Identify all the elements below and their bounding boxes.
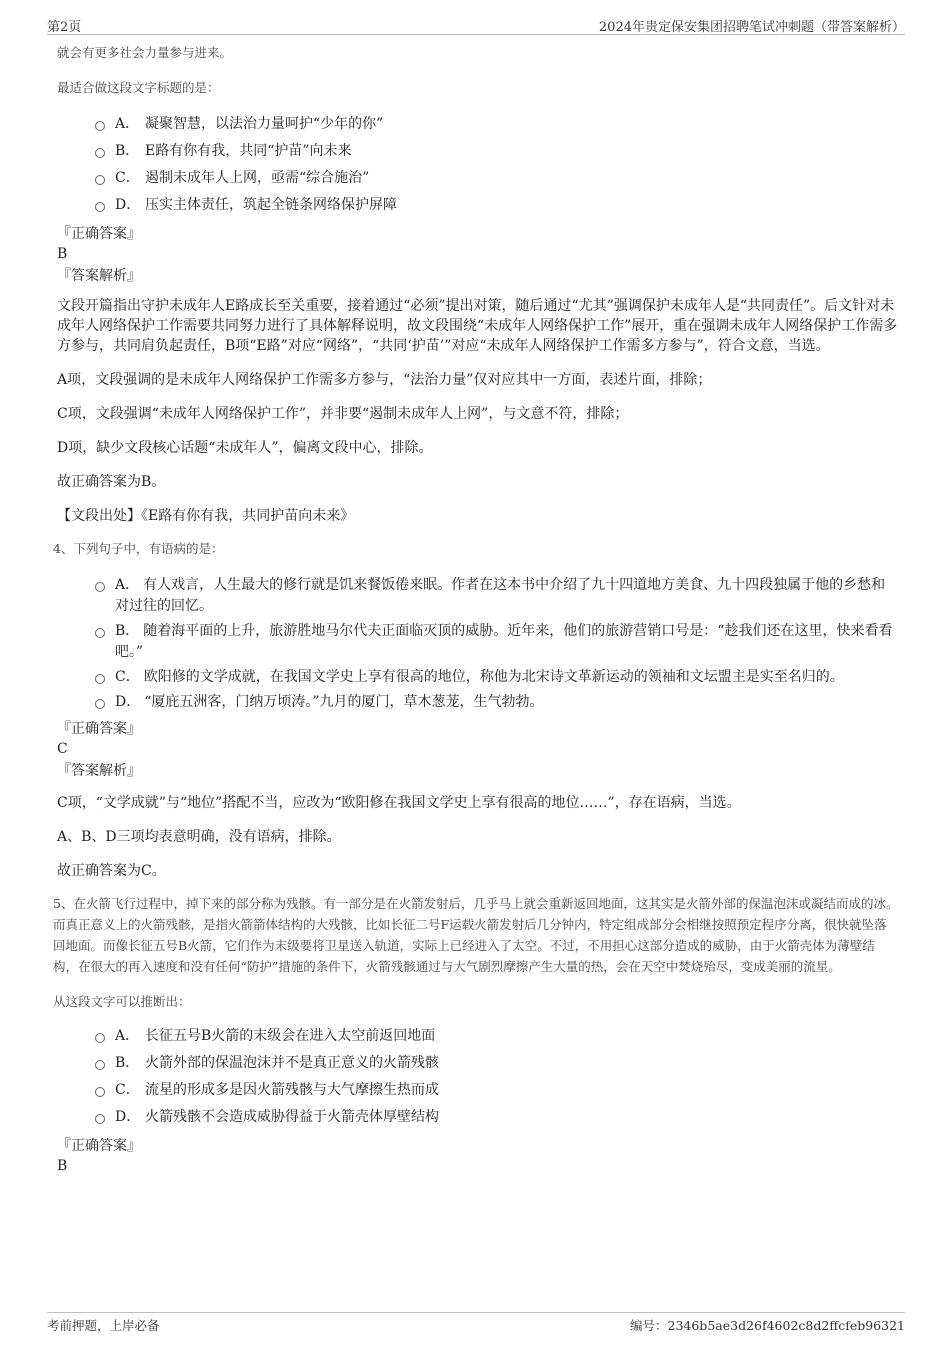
q5-options	[95, 1026, 899, 1128]
page-number: 第2页	[47, 20, 82, 35]
q5-option-c[interactable]: C． 流星的形成多是因火箭残骸与大气摩擦生热而成	[95, 1080, 899, 1101]
q4-question: 4、下列句子中，有语病的是：	[53, 541, 224, 556]
q5-answer: B	[57, 1158, 68, 1174]
page-header	[47, 14, 905, 35]
q4-analysis-2: 故正确答案为C。	[57, 863, 166, 879]
q3-prompt: 最适合做这段文字标题的是：	[57, 80, 220, 95]
q4-option-b[interactable]: B． 随着海平面的上升，旅游胜地马尔代夫正面临灭顶的威胁。近年来，他们的旅游营销口号是：“趁我们还在这里，快来看看吧。”	[95, 621, 899, 663]
q5-option-b[interactable]: B． 火箭外部的保温泡沫并不是真正意义的火箭残骸	[95, 1053, 899, 1074]
q5-passage: 5、在火箭飞行过程中，掉下来的部分称为残骸。有一部分是在火箭发射后，几乎马上就会重新返回地面，这其实是火箭外部的保温泡沫或凝结而成的冰。而真正意义上的火箭残骸，是指火箭箭体结构的大残骸，比如长征二号F运载火箭发射后几分钟内，特定组成部分会相继按照预定程序分离，很快就坠落回地面。而像长征五号B火箭，它们作为末级要将卫星送入轨道，实际上已经进入了太空。不过，不用担心这部分造成的威胁，由于火箭壳体为薄壁结构，在很大的再入速度和没有任何“防护”措施的条件下，火箭残骸通过与大气剧烈摩擦产生大量的热，会在天空中焚烧殆尽，变成美丽的流星。	[53, 896, 899, 974]
radio-icon[interactable]	[95, 1087, 105, 1097]
q3-passage-tail: 就会有更多社会力量参与进来。	[57, 45, 233, 60]
radio-icon[interactable]	[95, 674, 105, 684]
q3-analysis-0: 文段开篇指出守护未成年人E路成长至关重要，接着通过“必须”提出对策，随后通过“尤其”强调保护未成年人是“共同责任”。后文针对未成年人网络保护工作需要共同努力进行了具体解释说明，故文段围绕“未成年人网络保护工作”展开，重在强调未成年人网络保护工作需多方参与，共同肩负起责任，B项“E路”对应“网络”，“共同‘护苗’”对应“未成年人网络保护工作需多方参与”，符合文意，当选。	[57, 298, 898, 354]
radio-icon[interactable]	[95, 175, 105, 185]
radio-icon[interactable]	[95, 148, 105, 158]
q3-answer-label: 『正确答案』	[57, 226, 141, 242]
radio-icon[interactable]	[95, 1033, 105, 1043]
q4-analysis-label: 『答案解析』	[57, 763, 141, 779]
q3-analysis-4: 故正确答案为B。	[57, 474, 166, 490]
page-footer	[47, 1312, 905, 1337]
q4-options	[95, 575, 899, 713]
q4-option-d[interactable]: D． “厦庇五洲客，门纳万顷涛。”九月的厦门，草木葱茏，生气勃勃。	[95, 692, 899, 713]
q5-prompt: 从这段文字可以推断出：	[53, 994, 191, 1009]
q4-analysis-1: A、B、D三项均表意明确，没有语病，排除。	[57, 829, 341, 845]
radio-icon[interactable]	[95, 628, 105, 638]
q3-option-a[interactable]: A． 凝聚智慧，以法治力量呵护“少年的你”	[95, 114, 899, 135]
q3-option-d[interactable]: D． 压实主体责任，筑起全链条网络保护屏障	[95, 195, 899, 216]
radio-icon[interactable]	[95, 1060, 105, 1070]
document-code: 编号：2346b5ae3d26f4602c8d2ffcfeb96321	[630, 1318, 905, 1333]
q3-analysis-1: A项，文段强调的是未成年人网络保护工作需多方参与，“法治力量”仅对应其中一方面，表述片面，排除；	[57, 372, 712, 388]
q5-option-d[interactable]: D． 火箭残骸不会造成威胁得益于火箭壳体厚壁结构	[95, 1107, 899, 1128]
q3-option-b[interactable]: B． E路有你有我，共同“护苗”向未来	[95, 141, 899, 162]
radio-icon[interactable]	[95, 699, 105, 709]
document-content	[53, 42, 899, 1176]
q5-option-a[interactable]: A． 长征五号B火箭的末级会在进入太空前返回地面	[95, 1026, 899, 1047]
q3-analysis-2: C项，文段强调“未成年人网络保护工作”，并非要“遏制未成年人上网”，与文意不符，排除；	[57, 406, 629, 422]
q3-analysis-label: 『答案解析』	[57, 268, 141, 284]
q3-analysis-3: D项，缺少文段核心话题“未成年人”，偏离文段中心，排除。	[57, 440, 433, 456]
q3-answer: B	[57, 246, 68, 262]
footer-slogan: 考前押题，上岸必备	[47, 1318, 160, 1333]
q3-source: 【文段出处】《E路有你有我，共同护苗向未来》	[57, 508, 355, 524]
document-title: 2024年贵定保安集团招聘笔试冲刺题（带答案解析）	[598, 20, 905, 35]
q4-analysis-0: C项，“文学成就”与“地位”搭配不当，应改为“欧阳修在我国文学史上享有很高的地位……”，存在语病，当选。	[57, 795, 741, 811]
radio-icon[interactable]	[95, 1114, 105, 1124]
q5-answer-label: 『正确答案』	[57, 1138, 141, 1154]
q3-option-c[interactable]: C． 遏制未成年人上网，亟需“综合施治”	[95, 168, 899, 189]
radio-icon[interactable]	[95, 582, 105, 592]
q4-answer: C	[57, 741, 68, 757]
radio-icon[interactable]	[95, 202, 105, 212]
q4-answer-label: 『正确答案』	[57, 721, 141, 737]
q4-option-c[interactable]: C． 欧阳修的文学成就，在我国文学史上享有很高的地位，称他为北宋诗文革新运动的领袖和文坛盟主是实至名归的。	[95, 667, 899, 688]
q4-option-a[interactable]: A． 有人戏言，人生最大的修行就是饥来餐饭倦来眠。作者在这本书中介绍了九十四道地方美食、九十四段独属于他的乡愁和对过往的回忆。	[95, 575, 899, 617]
q3-options	[95, 114, 899, 216]
radio-icon[interactable]	[95, 121, 105, 131]
